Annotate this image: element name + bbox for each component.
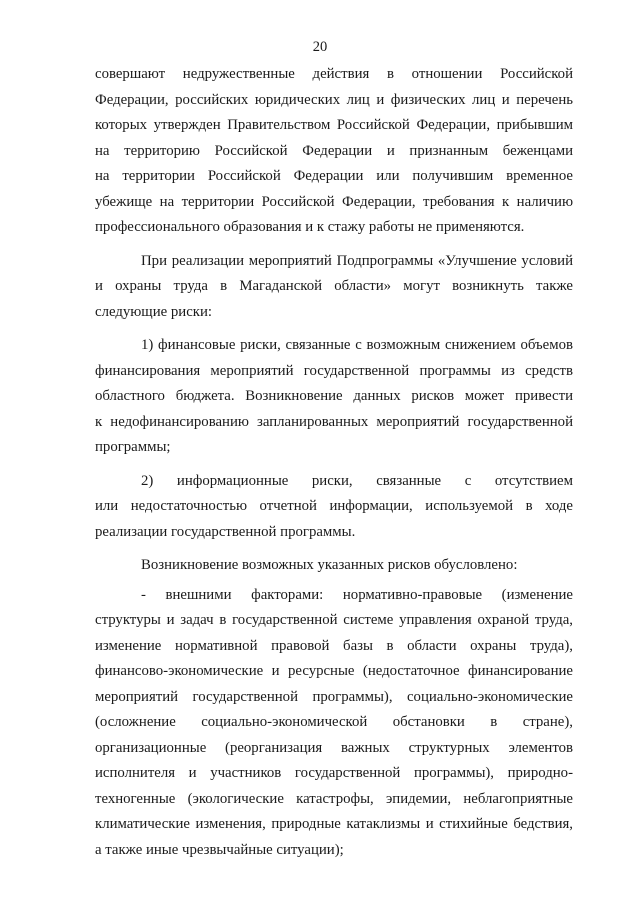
text-line: (осложнение социально-экономической обстановки в стране), bbox=[95, 714, 573, 730]
text-line: финансово-экономические и ресурсные (недостаточное финансирование bbox=[95, 663, 573, 679]
text-line: Федерации, российских юридических лиц и физических лиц и перечень bbox=[95, 91, 573, 108]
text-line: и охраны труда в Магаданской области» могут возникнуть также bbox=[95, 278, 573, 294]
text-line: на территорию Российской Федерации и признанным беженцами bbox=[95, 142, 573, 159]
paragraph-financial-risks bbox=[95, 333, 573, 461]
paragraph-external-factors bbox=[95, 583, 573, 864]
text-line: Возникновение возможных указанных рисков обусловлено: bbox=[141, 557, 518, 573]
text-line: организационные (реорганизация важных структурных элементов bbox=[95, 739, 573, 756]
text-line: финансирования мероприятий государственной программы из средств bbox=[95, 362, 573, 379]
text-line: - внешними факторами: нормативно-правовые (изменение bbox=[141, 586, 573, 603]
text-line: 1) финансовые риски, связанные с возможным снижением объемов bbox=[141, 337, 573, 353]
text-line: исполнителя и участников государственной программы), природно- bbox=[95, 765, 573, 781]
text-line: климатические изменения, природные катаклизмы и стихийные бедствия, bbox=[95, 816, 573, 832]
paragraph-risks-intro bbox=[95, 249, 573, 326]
text-line: техногенные (экологические катастрофы, эпидемии, неблагоприятные bbox=[95, 790, 573, 807]
text-line: следующие риски: bbox=[95, 303, 212, 320]
text-line: структуры и задач в государственной системе управления охраной труда, bbox=[95, 612, 573, 628]
text-line: 2) информационные риски, связанные с отсутствием bbox=[141, 472, 573, 489]
text-line: областного бюджета. Возникновение данных рисков может привести bbox=[95, 388, 573, 404]
paragraph-causes bbox=[95, 553, 573, 579]
text-line: или недостаточностью отчетной информации, используемой в ходе bbox=[95, 498, 573, 514]
document-body bbox=[95, 62, 573, 863]
text-line: мероприятий государственной программы), социально-экономические bbox=[95, 688, 573, 705]
text-line: При реализации мероприятий Подпрограммы «Улучшение условий bbox=[141, 252, 573, 269]
text-line: к недофинансированию запланированных мероприятий государственной bbox=[95, 413, 573, 430]
text-line: а также иные чрезвычайные ситуации); bbox=[95, 841, 344, 858]
paragraph-information-risks bbox=[95, 469, 573, 546]
paragraph-continuation bbox=[95, 62, 573, 241]
text-line: совершают недружественные действия в отношении Российской bbox=[95, 66, 573, 82]
text-line: реализации государственной программы. bbox=[95, 523, 356, 540]
text-line: программы; bbox=[95, 439, 171, 455]
text-line: профессионального образования и к стажу работы не применяются. bbox=[95, 219, 525, 235]
text-line: изменение нормативной правовой базы в области охраны труда), bbox=[95, 637, 573, 654]
text-line: убежище на территории Российской Федерации, требования к наличию bbox=[95, 193, 573, 210]
text-line: на территории Российской Федерации или получившим временное bbox=[95, 168, 573, 184]
page-number: 20 bbox=[312, 39, 328, 55]
text-line: которых утвержден Правительством Российской Федерации, прибывшим bbox=[95, 117, 573, 133]
